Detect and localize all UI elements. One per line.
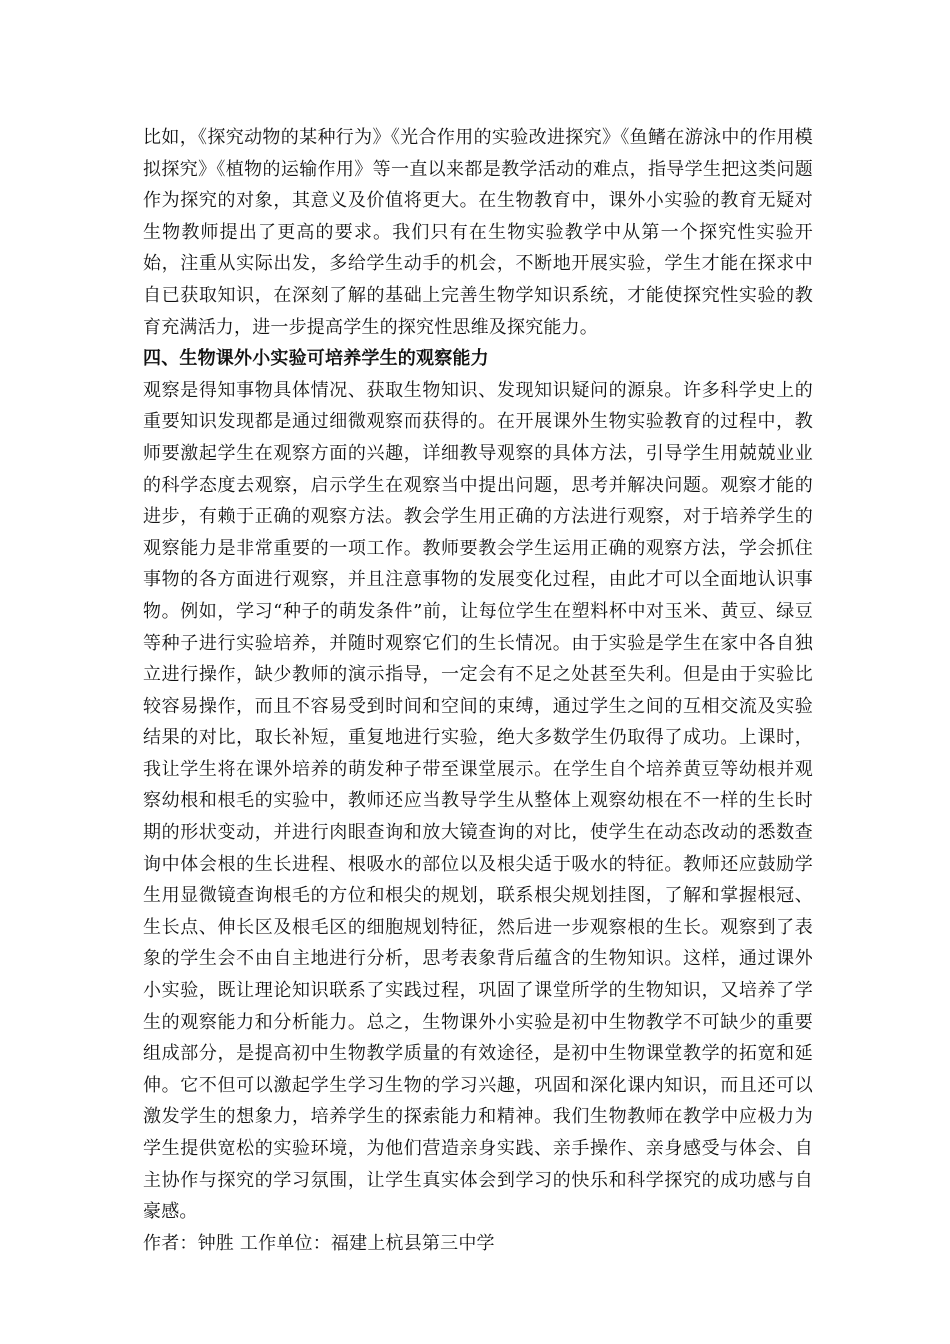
author-byline: 作者：钟胜 工作单位：福建上杭县第三中学: [143, 1232, 495, 1254]
document-page: [143, 122, 813, 1259]
paragraph-intro: 比如，《探究动物的某种行为》《光合作用的实验改进探究》《鱼鳍在游泳中的作用模拟探究》《植物的运输作用》等一直以来都是教学活动的难点，指导学生把这类问题作为探究的对象，其意义及价值将更大。在生物教育中，课外小实验的教育无疑对生物教师提出了更高的要求。我们只有在生物实验教学中从第一个探究性实验开始，注重从实际出发，多给学生动手的机会，不断地开展实验，学生才能在探求中自已获取知识，在深刻了解的基础上完善生物学知识系统，才能使探究性实验的教育充满活力，进一步提高学生的探究性思维及探究能力。: [143, 127, 813, 338]
section-heading: 四、生物课外小实验可培养学生的观察能力: [143, 348, 489, 370]
paragraph-observation: 观察是得知事物具体情况、获取生物知识、发现知识疑问的源泉。许多科学史上的重要知识发现都是通过细微观察而获得的。在开展课外生物实验教育的过程中，教师要激起学生在观察方面的兴趣，详细教导观察的具体方法，引导学生用兢兢业业的科学态度去观察，启示学生在观察当中提出问题，思考并解决问题。观察才能的进步，有赖于正确的观察方法。教会学生用正确的方法进行观察，对于培养学生的观察能力是非常重要的一项工作。教师要教会学生运用正确的观察方法，学会抓住事物的各方面进行观察，并且注意事物的发展变化过程，由此才可以全面地认识事物。例如，学习“种子的萌发条件”前，让每位学生在塑料杯中对玉米、黄豆、绿豆等种子进行实验培养，并随时观察它们的生长情况。由于实验是学生在家中各自独立进行操作，缺少教师的演示指导，一定会有不足之处甚至失利。但是由于实验比较容易操作，而且不容易受到时间和空间的束缚，通过学生之间的互相交流及实验结果的对比，取长补短，重复地进行实验，绝大多数学生仍取得了成功。上课时，我让学生将在课外培养的萌发种子带至课堂展示。在学生自个培养黄豆等幼根并观察幼根和根毛的实验中，教师还应当教导学生从整体上观察幼根在不一样的生长时期的形状变动，并进行肉眼查询和放大镜查询的对比，使学生在动态改动的悉数查询中体会根的生长进程、根吸水的部位以及根尖适于吸水的特征。教师还应鼓励学生用显微镜查询根毛的方位和根尖的规划，联系根尖规划挂图，了解和掌握根冠、生长点、伸长区及根毛区的细胞规划特征，然后进一步观察根的生长。观察到了表象的学生会不由自主地进行分析，思考表象背后蕴含的生物知识。这样，通过课外小实验，既让理论知识联系了实践过程，巩固了课堂所学的生物知识，又培养了学生的观察能力和分析能力。总之，生物课外小实验是初中生物教学不可缺少的重要组成部分，是提高初中生物教学质量的有效途径，是初中生物课堂教学的拓宽和延伸。它不但可以激起学生学习生物的学习兴趣，巩固和深化课内知识，而且还可以激发学生的想象力，培养学生的探索能力和精神。我们生物教师在教学中应极力为学生提供宽松的实验环境，为他们营造亲身实践、亲手操作、亲身感受与体会、自主协作与探究的学习氛围，让学生真实体会到学习的快乐和科学探究的成功感与自豪感。: [143, 379, 813, 1223]
